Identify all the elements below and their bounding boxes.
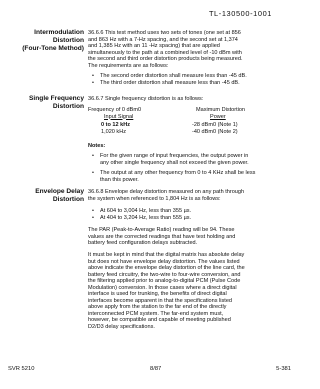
heading-line: Intermodulation bbox=[34, 29, 84, 36]
text-line: and 863 Hz with a 7-Hz spacing, and the second set at 1,374 bbox=[88, 36, 238, 43]
document-number: TL-130500-1001 bbox=[208, 9, 272, 18]
intermod-bullet: • The second order distortion shall measure less than -45 dB. bbox=[92, 73, 247, 79]
table-row: -28 dBm0 (Note 1) -40 dBm0 (Note 2) bbox=[192, 122, 238, 135]
heading-intermodulation bbox=[8, 29, 84, 53]
heading-line: (Four-Tone Method) bbox=[22, 45, 84, 52]
par-paragraph: The PAR (Peak-to-Average Ratio) reading will be 94. These values are the corrected readings that have test holding and battery feed configuration delays subtracted. bbox=[88, 227, 236, 247]
envelope-bullet: • At 404 to 3,204 Hz, less than 555 µs. bbox=[92, 215, 192, 221]
bullet-icon: • bbox=[92, 80, 94, 86]
heading-line: Single Frequency bbox=[29, 95, 84, 102]
heading-line: Distortion bbox=[52, 196, 84, 203]
digital-matrix-paragraph: It must be kept in mind that the digital matrix has absolute delay but does not have envelope delay distortion. The values listed above indicate the envelope delay distortion of the line card, the battery feed circuitry, the two-wire to four-wire conversion, and the filtering applied prior to analog-to-digital PCM (Pulse Code Modulation) conversion. In those cases where a direct digital interface is used for trunking, the benefits of direct digital interfaces become apparent in that the specifications listed above apply from the station to the far end of the directly interconnected PCM system. The far-end system must, however, be compatible and capable of meeting published D2/D3 delay specifications. bbox=[88, 252, 245, 331]
bullet-icon: • bbox=[92, 73, 94, 79]
bullet-icon: • bbox=[92, 215, 94, 221]
single-freq-intro: 36.6.7 Single frequency distortion is as follows: bbox=[88, 96, 204, 102]
table-row: 0 to 12 kHz 1,020 kHz bbox=[101, 122, 130, 135]
notes-label: Notes: bbox=[88, 143, 106, 149]
heading-envelope-delay bbox=[8, 188, 84, 204]
envelope-bullet: • At 604 to 3,004 Hz, less than 355 µs. bbox=[92, 208, 192, 214]
heading-line: Envelope Delay bbox=[35, 188, 84, 195]
text-line: and 1,385 Hz with an 11 -Hz spacing) that are applied bbox=[88, 43, 220, 50]
text-line: simultaneously to the path at a combined level of -10 dBm with bbox=[88, 49, 242, 56]
envelope-paragraph: 36.6.8 Envelope delay distortion measured on any path through the system when referenced to 1,804 Hz is as follows: bbox=[88, 189, 245, 202]
footer-page-number: 5-381 bbox=[276, 366, 291, 372]
heading-line: Distortion bbox=[52, 37, 84, 44]
intermod-paragraph bbox=[88, 30, 293, 69]
intermod-bullet: • The third order distortion shall measure less than -45 dB. bbox=[92, 80, 240, 86]
bullet-icon: • bbox=[92, 170, 94, 176]
text-line: The requirements are as follows: bbox=[88, 62, 169, 69]
bullet-icon: • bbox=[92, 153, 94, 159]
note-item: • The output at any other frequency from 0 to 4 KHz shall be less than this power. bbox=[92, 170, 256, 183]
footer-doc-id: SVR 5210 bbox=[8, 366, 35, 372]
table-col2-header: Maximum Distortion Power bbox=[196, 107, 246, 120]
bullet-icon: • bbox=[92, 208, 94, 214]
heading-line: Distortion bbox=[52, 103, 84, 110]
footer-date: 8/87 bbox=[150, 366, 162, 372]
text-line: the second and third order distortion products being measured. bbox=[88, 56, 243, 63]
heading-single-frequency bbox=[8, 95, 84, 111]
table-col1-header: Frequency of 0 dBm0 Input Signal bbox=[88, 107, 142, 120]
text-line: 36.6.6 This test method uses two sets of tones (one set at 856 bbox=[88, 30, 241, 36]
note-item: • For the given range of input frequencies, the output power in any other single frequency shall not exceed the given power. bbox=[92, 153, 249, 166]
